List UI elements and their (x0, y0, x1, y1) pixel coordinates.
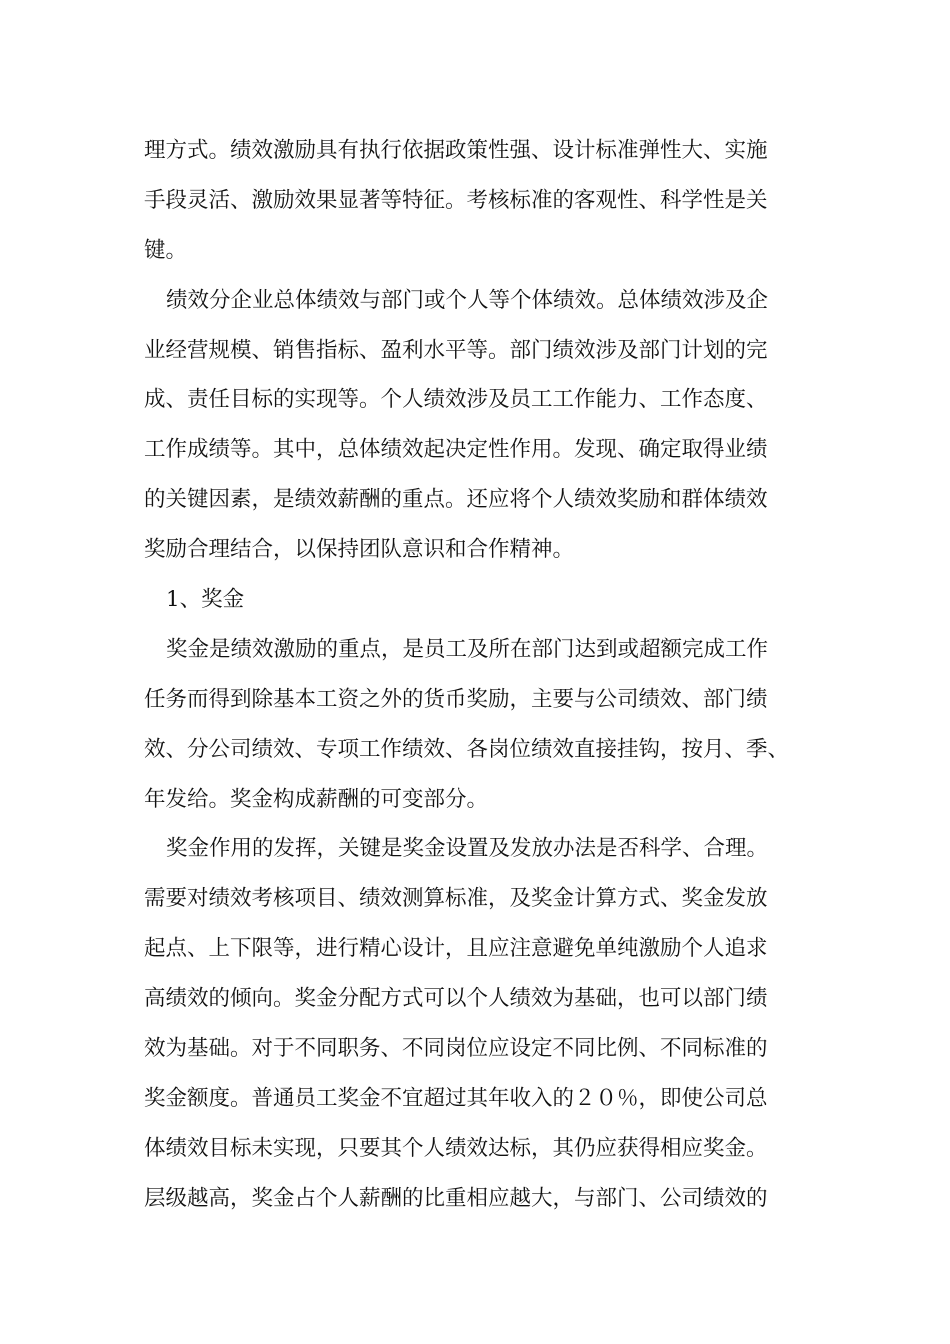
paragraph-4-line-8: 层级越高，奖金占个人薪酬的比重相应越大，与部门、公司绩效的 (144, 1185, 768, 1211)
paragraph-4-line-6: 奖金额度。普通员工奖金不宜超过其年收入的２０％，即使公司总 (144, 1085, 768, 1111)
paragraph-4-line-1: 奖金作用的发挥，关键是奖金设置及发放办法是否科学、合理。 (166, 836, 769, 862)
paragraph-2-line-4: 工作成绩等。其中，总体绩效起决定性作用。发现、确定取得业绩 (144, 437, 768, 463)
paragraph-2-line-1: 绩效分企业总体绩效与部门或个人等个体绩效。总体绩效涉及企 (166, 287, 769, 313)
paragraph-2-line-6: 奖励合理结合，以保持团队意识和合作精神。 (144, 537, 575, 563)
section-heading-bonus: 1、奖金 (166, 587, 245, 613)
paragraph-4-line-5: 效为基础。对于不同职务、不同岗位应设定不同比例、不同标准的 (144, 1036, 768, 1062)
paragraph-4-line-3: 起点、上下限等，进行精心设计，且应注意避免单纯激励个人追求 (144, 936, 768, 962)
paragraph-1-line-2: 手段灵活、激励效果显著等特征。考核标准的客观性、科学性是关 (144, 187, 768, 213)
paragraph-3-line-2: 任务而得到除基本工资之外的货币奖励，主要与公司绩效、部门绩 (144, 686, 768, 712)
document-body (144, 126, 824, 1224)
paragraph-3-line-4: 年发给。奖金构成薪酬的可变部分。 (144, 786, 489, 812)
paragraph-2-line-5: 的关键因素，是绩效薪酬的重点。还应将个人绩效奖励和群体绩效 (144, 487, 768, 513)
paragraph-3-line-1: 奖金是绩效激励的重点，是员工及所在部门达到或超额完成工作 (166, 636, 769, 662)
paragraph-3-line-3: 效、分公司绩效、专项工作绩效、各岗位绩效直接挂钩，按月、季、 (144, 736, 790, 762)
paragraph-1-line-1: 理方式。绩效激励具有执行依据政策性强、设计标准弹性大、实施 (144, 138, 768, 163)
paragraph-2-line-3: 成、责任目标的实现等。个人绩效涉及员工工作能力、工作态度、 (144, 387, 768, 413)
paragraph-1-line-3: 键。 (144, 237, 188, 263)
paragraph-4-line-7: 体绩效目标未实现，只要其个人绩效达标，其仍应获得相应奖金。 (144, 1135, 768, 1161)
paragraph-4-line-4: 高绩效的倾向。奖金分配方式可以个人绩效为基础，也可以部门绩 (144, 986, 768, 1012)
paragraph-2-line-2: 业经营规模、销售指标、盈利水平等。部门绩效涉及部门计划的完 (144, 337, 768, 363)
paragraph-4-line-2: 需要对绩效考核项目、绩效测算标准，及奖金计算方式、奖金发放 (144, 886, 768, 912)
